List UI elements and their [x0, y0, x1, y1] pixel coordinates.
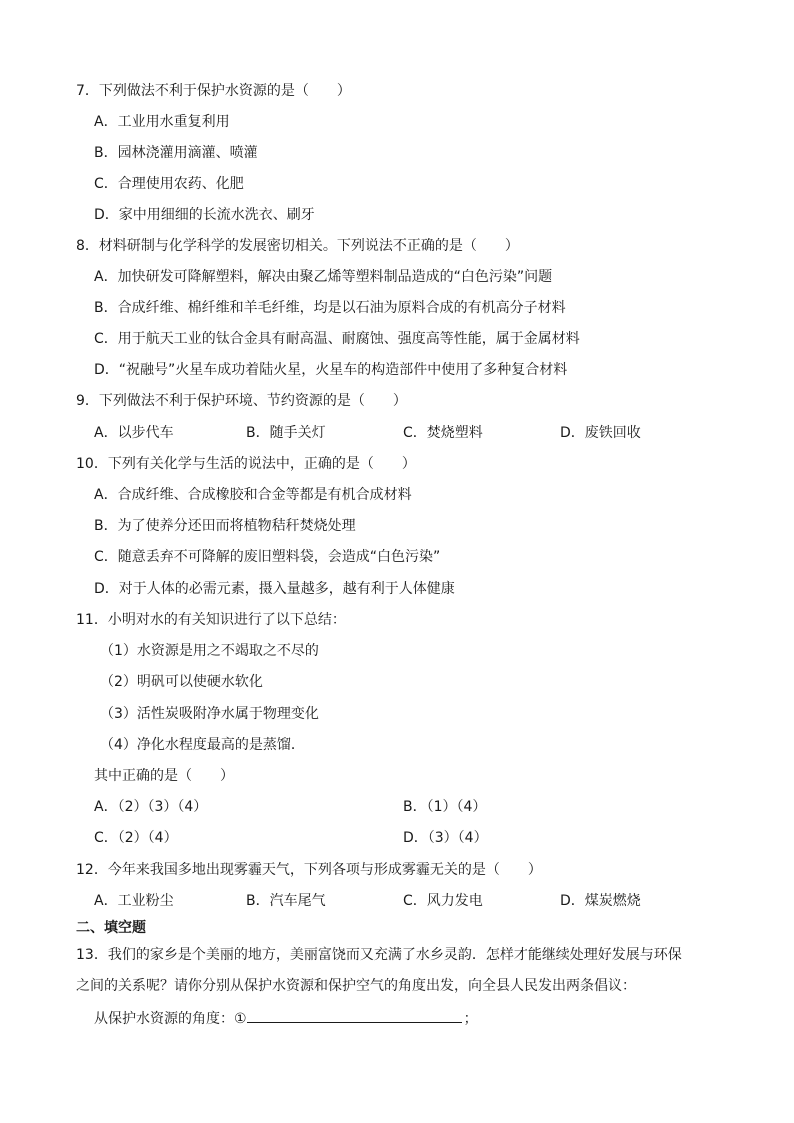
q7-option-a: A．工业用水重复利用 [94, 114, 230, 130]
q9-option-c: C．焚烧塑料 [403, 425, 483, 441]
q8-stem: 8．材料研制与化学科学的发展密切相关。下列说法不正确的是（ ） [76, 238, 519, 254]
q7-option-d: D．家中用细细的长流水洗衣、刷牙 [94, 207, 315, 223]
q11-option-d: D．（3）（4） [403, 830, 488, 846]
section-heading-fill-in: 二、填空题 [76, 920, 146, 936]
q9-option-b: B．随手关灯 [246, 425, 326, 441]
q12-stem: 12．今年来我国多地出现雾霾天气，下列各项与形成雾霾无关的是（ ） [76, 862, 542, 878]
q10-option-b: B．为了使养分还田而将植物秸秆焚烧处理 [94, 518, 356, 534]
q8-option-a: A．加快研发可降解塑料，解决由聚乙烯等塑料制品造成的“白色污染”问题 [94, 269, 553, 285]
q11-option-c: C．（2）（4） [94, 830, 178, 846]
q9-option-d: D．废铁回收 [560, 425, 641, 441]
q13-stem-line-1: 13．我们的家乡是个美丽的地方，美丽富饶而又充满了水乡灵韵．怎样才能继续处理好发展与环保 [76, 947, 682, 963]
q12-option-b: B．汽车尾气 [246, 893, 326, 909]
q9-stem: 9．下列做法不利于保护环境、节约资源的是（ ） [76, 393, 407, 409]
q12-option-c: C．风力发电 [403, 893, 483, 909]
q11-statement-3: （3）活性炭吸附净水属于物理变化 [100, 706, 319, 722]
q11-statement-4: （4）净化水程度最高的是蒸馏． [100, 737, 305, 753]
q10-option-a: A．合成纤维、合成橡胶和合金等都是有机合成材料 [94, 487, 412, 503]
q8-option-d: D．“祝融号”火星车成功着陆火星，火星车的构造部件中使用了多种复合材料 [94, 362, 568, 378]
q12-option-d: D．煤炭燃烧 [560, 893, 641, 909]
q11-ask: 其中正确的是（ ） [94, 768, 234, 784]
q12-option-a: A．工业粉尘 [94, 893, 174, 909]
q13-end-mark: ； [463, 1011, 478, 1027]
q11-option-a: A．（2）（3）（4） [94, 799, 208, 815]
q7-option-c: C．合理使用农药、化肥 [94, 176, 244, 192]
q13-stem-line-2: 之间的关系呢？请你分别从保护水资源和保护空气的角度出发，向全县人民发出两条倡议： [76, 978, 636, 994]
q9-option-a: A．以步代车 [94, 425, 174, 441]
q8-option-b: B．合成纤维、棉纤维和羊毛纤维，均是以石油为原料合成的有机高分子材料 [94, 300, 566, 316]
q10-option-c: C．随意丢弃不可降解的废旧塑料袋，会造成“白色污染” [94, 549, 441, 565]
q11-stem: 11．小明对水的有关知识进行了以下总结： [76, 612, 346, 628]
q13-answer-blank[interactable] [247, 1008, 462, 1023]
q10-stem: 10．下列有关化学与生活的说法中，正确的是（ ） [76, 456, 416, 472]
q10-option-d: D．对于人体的必需元素，摄入量越多，越有利于人体健康 [94, 581, 455, 597]
q13-prompt: 从保护水资源的角度：① [94, 1011, 247, 1027]
q7-stem: 7．下列做法不利于保护水资源的是（ ） [76, 83, 351, 99]
q8-option-c: C．用于航天工业的钛合金具有耐高温、耐腐蚀、强度高等性能，属于金属材料 [94, 331, 580, 347]
q11-option-b: B．（1）（4） [403, 799, 487, 815]
q11-statement-1: （1）水资源是用之不竭取之不尽的 [100, 643, 319, 659]
q7-option-b: B．园林浇灌用滴灌、喷灌 [94, 145, 258, 161]
q11-statement-2: （2）明矾可以使硬水软化 [100, 674, 263, 690]
q13-answer-line [94, 1008, 478, 1028]
